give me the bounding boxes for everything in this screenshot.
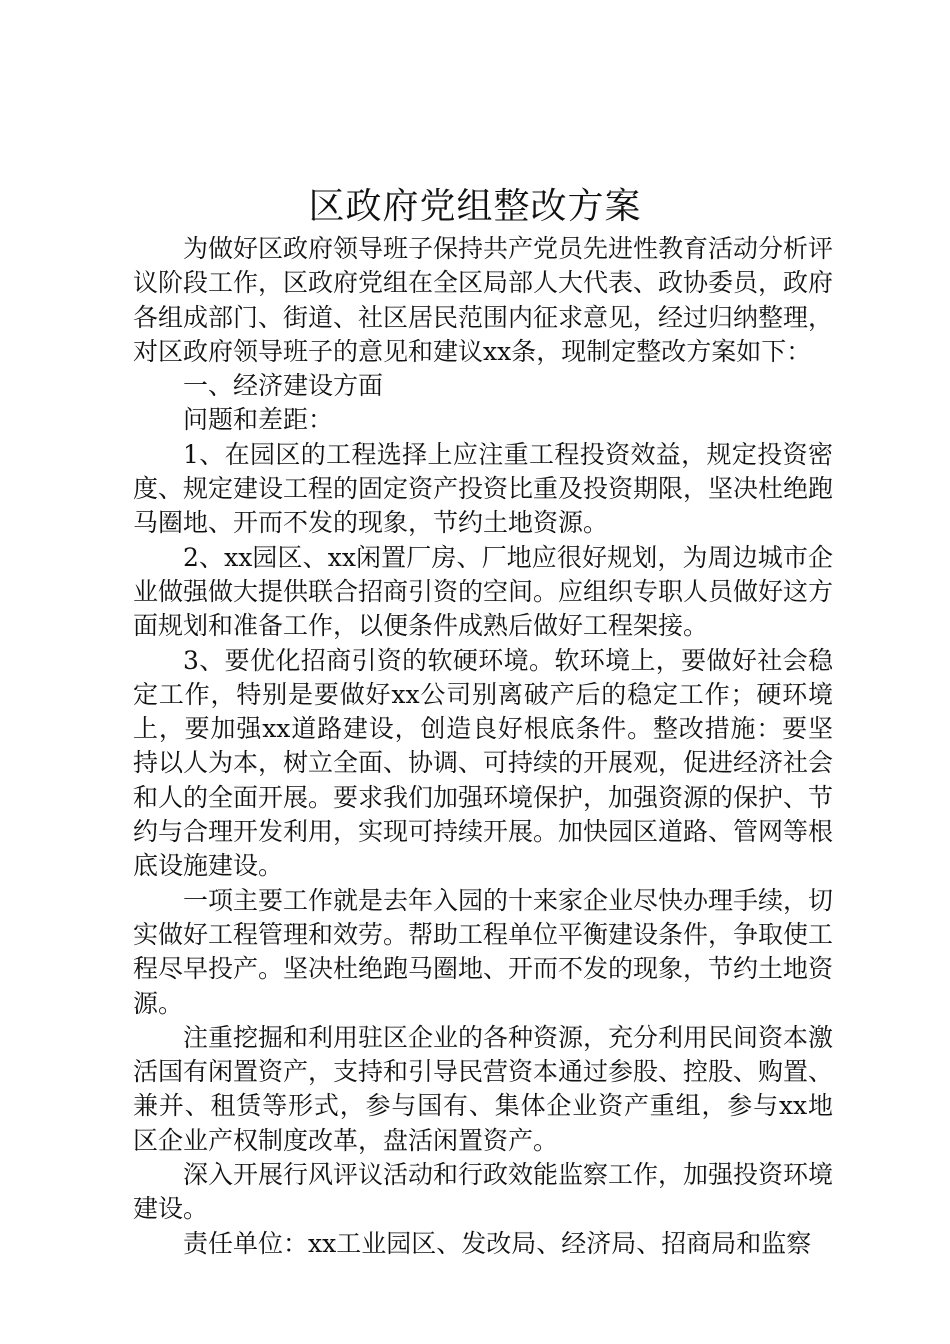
paragraph-item-2: 2、xx园区、xx闲置厂房、厂地应很好规划，为周边城市企业做强做大提供联合招商引资的空间。应组织专职人员做好这方面规划和准备工作，以便条件成熟后做好工程架接。 xyxy=(133,542,834,641)
subheading-problems: 问题和差距： xyxy=(183,405,334,435)
document-body xyxy=(133,232,833,1261)
paragraph-item-3: 3、要优化招商引资的软硬环境。软环境上，要做好社会稳定工作，特别是要做好xx公司别离破产后的稳定工作；硬环境上，要加强xx道路建设，创造良好根底条件。整改措施：要坚持以人为本，树立全面、协调、可持续的开展观，促进经济社会和人的全面开展。要求我们加强环境保护，加强资源的保护、节约与合理开发利用，实现可持续开展。加快园区道路、管网等根底设施建设。 xyxy=(133,645,834,881)
document-title: 区政府党组整改方案 xyxy=(308,186,642,227)
paragraph-intro: 为做好区政府领导班子保持共产党员先进性教育活动分析评议阶段工作，区政府党组在全区局部人大代表、政协委员，政府各组成部门、街道、社区居民范围内征求意见，经过归纳整理，对区政府领导班子的意见和建议xx条，现制定整改方案如下： xyxy=(133,234,834,366)
paragraph-resources: 注重挖掘和利用驻区企业的各种资源，充分利用民间资本激活国有闲置资产，支持和引导民营资本通过参股、控股、购置、兼并、租赁等形式，参与国有、集体企业资产重组，参与xx地区企业产权制度改革，盘活闲置资产。 xyxy=(133,1022,834,1155)
paragraph-item-1: 1、在园区的工程选择上应注重工程投资效益，规定投资密度、规定建设工程的固定资产投资比重及投资期限，坚决杜绝跑马圈地、开而不发的现象，节约土地资源。 xyxy=(133,439,834,538)
paragraph-responsible-units: 责任单位：xx工业园区、发改局、经济局、招商局和监察 xyxy=(183,1228,812,1258)
section-heading-economy: 一、经济建设方面 xyxy=(183,371,384,401)
paragraph-supervision: 深入开展行风评议活动和行政效能监察工作，加强投资环境建设。 xyxy=(133,1160,834,1224)
paragraph-key-work: 一项主要工作就是去年入园的十来家企业尽快办理手续，切实做好工程管理和效劳。帮助工程单位平衡建设条件，争取使工程尽早投产。坚决杜绝跑马圈地、开而不发的现象，节约土地资源。 xyxy=(133,885,834,1018)
